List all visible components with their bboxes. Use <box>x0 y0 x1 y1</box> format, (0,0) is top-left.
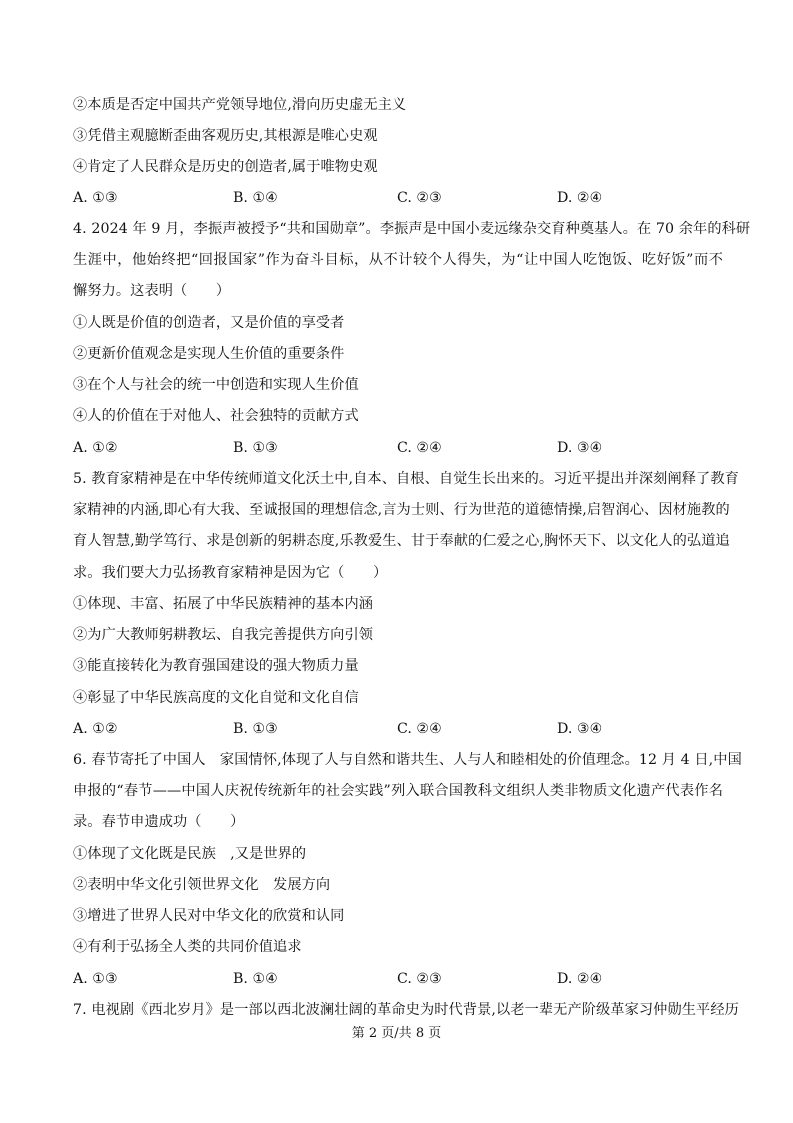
q4-statement-3: ③在个人与社会的统一中创造和实现人生价值 <box>73 377 359 393</box>
q4-option-b: B. ①③ <box>233 440 278 456</box>
q3-option-c: C. ②③ <box>397 190 442 206</box>
q5-stem-line-2: 家精神的内涵,即心有大我、至诚报国的理想信念,言为士则、行为世范的道德情操,启智润心、因材施教的 <box>73 502 730 518</box>
q4-statement-1: ①人既是价值的创造者，又是价值的享受者 <box>73 315 345 331</box>
q3-statement-3: ③凭借主观臆断歪曲客观历史,其根源是唯心史观 <box>73 128 378 144</box>
q6-statement-3: ③增进了世界人民对中华文化的欣赏和认同 <box>73 908 345 924</box>
q4-option-c: C. ②④ <box>397 440 442 456</box>
q6-option-a: A. ①③ <box>73 971 118 987</box>
q5-option-b: B. ①③ <box>233 721 278 737</box>
q6-stem-line-2: 申报的“春节——中国人庆祝传统新年的社会实践”列入联合国教科文组织人类非物质文化遗产代表作名 <box>73 783 723 799</box>
q6-statement-2: ②表明中华文化引领世界文化 发展方向 <box>73 877 331 893</box>
q5-statement-3: ③能直接转化为教育强国建设的强大物质力量 <box>73 658 359 674</box>
q3-option-a: A. ①③ <box>73 190 118 206</box>
q6-stem-line-1: 6. 春节寄托了中国人 家国情怀,体现了人与自然和谐共生、人与人和睦相处的价值理念。12 月 4 日,中国 <box>73 752 742 768</box>
q5-statement-1: ①体现、丰富、拓展了中华民族精神的基本内涵 <box>73 596 374 612</box>
q3-statement-4: ④肯定了人民群众是历史的创造者,属于唯物史观 <box>73 159 378 175</box>
q6-option-c: C. ②③ <box>397 971 442 987</box>
q5-stem-line-1: 5. 教育家精神是在中华传统师道文化沃土中,自本、自根、自觉生长出来的。习近平提出并深刻阐释了教育 <box>73 471 739 487</box>
q4-stem-line-2: 生涯中，他始终把“回报国家”作为奋斗目标，从不计较个人得失，为“让中国人吃饱饭、吃好饭”而不 <box>73 252 723 268</box>
q6-statement-4: ④有利于弘扬全人类的共同价值追求 <box>73 939 302 955</box>
q5-option-c: C. ②④ <box>397 721 442 737</box>
q4-statement-2: ②更新价值观念是实现人生价值的重要条件 <box>73 346 345 362</box>
q4-option-d: D. ③④ <box>557 440 603 456</box>
q6-option-d: D. ②④ <box>557 971 603 987</box>
q5-statement-2: ②为广大教师躬耕教坛、自我完善提供方向引领 <box>73 627 374 643</box>
q3-statement-2: ②本质是否定中国共产党领导地位,滑向历史虚无主义 <box>73 97 407 113</box>
q4-option-a: A. ①② <box>73 440 118 456</box>
q6-option-b: B. ①④ <box>233 971 278 987</box>
page-footer: 第 2 页/共 8 页 <box>351 1026 442 1041</box>
q5-option-d: D. ③④ <box>557 721 603 737</box>
q5-stem-line-3: 育人智慧,勤学笃行、求是创新的躬耕态度,乐教爱生、甘于奉献的仁爱之心,胸怀天下、以文化人的弘道追 <box>73 533 730 549</box>
q6-stem-line-3: 录。春节申遗成功（ ） <box>73 814 245 830</box>
q5-statement-4: ④彰显了中华民族高度的文化自觉和文化自信 <box>73 690 359 706</box>
q3-option-b: B. ①④ <box>233 190 278 206</box>
q7-stem-line-1: 7. 电视剧《西北岁月》是一部以西北波澜壮阔的革命史为时代背景,以老一辈无产阶级革家习仲勋生平经历 <box>73 1002 739 1018</box>
q4-statement-4: ④人的价值在于对他人、社会独特的贡献方式 <box>73 408 359 424</box>
q3-option-d: D. ②④ <box>557 190 603 206</box>
q5-option-a: A. ①② <box>73 721 118 737</box>
q5-stem-line-4: 求。我们要大力弘扬教育家精神是因为它（ ） <box>73 565 388 581</box>
q6-statement-1: ①体现了文化既是民族 ,又是世界的 <box>73 846 307 862</box>
q4-stem-line-1: 4. 2024 年 9 月，李振声被授予“共和国勋章”。李振声是中国小麦远缘杂交育种奠基人。在 70 余年的科研 <box>73 221 751 237</box>
q4-stem-line-3: 懈努力。这表明（ ） <box>73 283 231 299</box>
